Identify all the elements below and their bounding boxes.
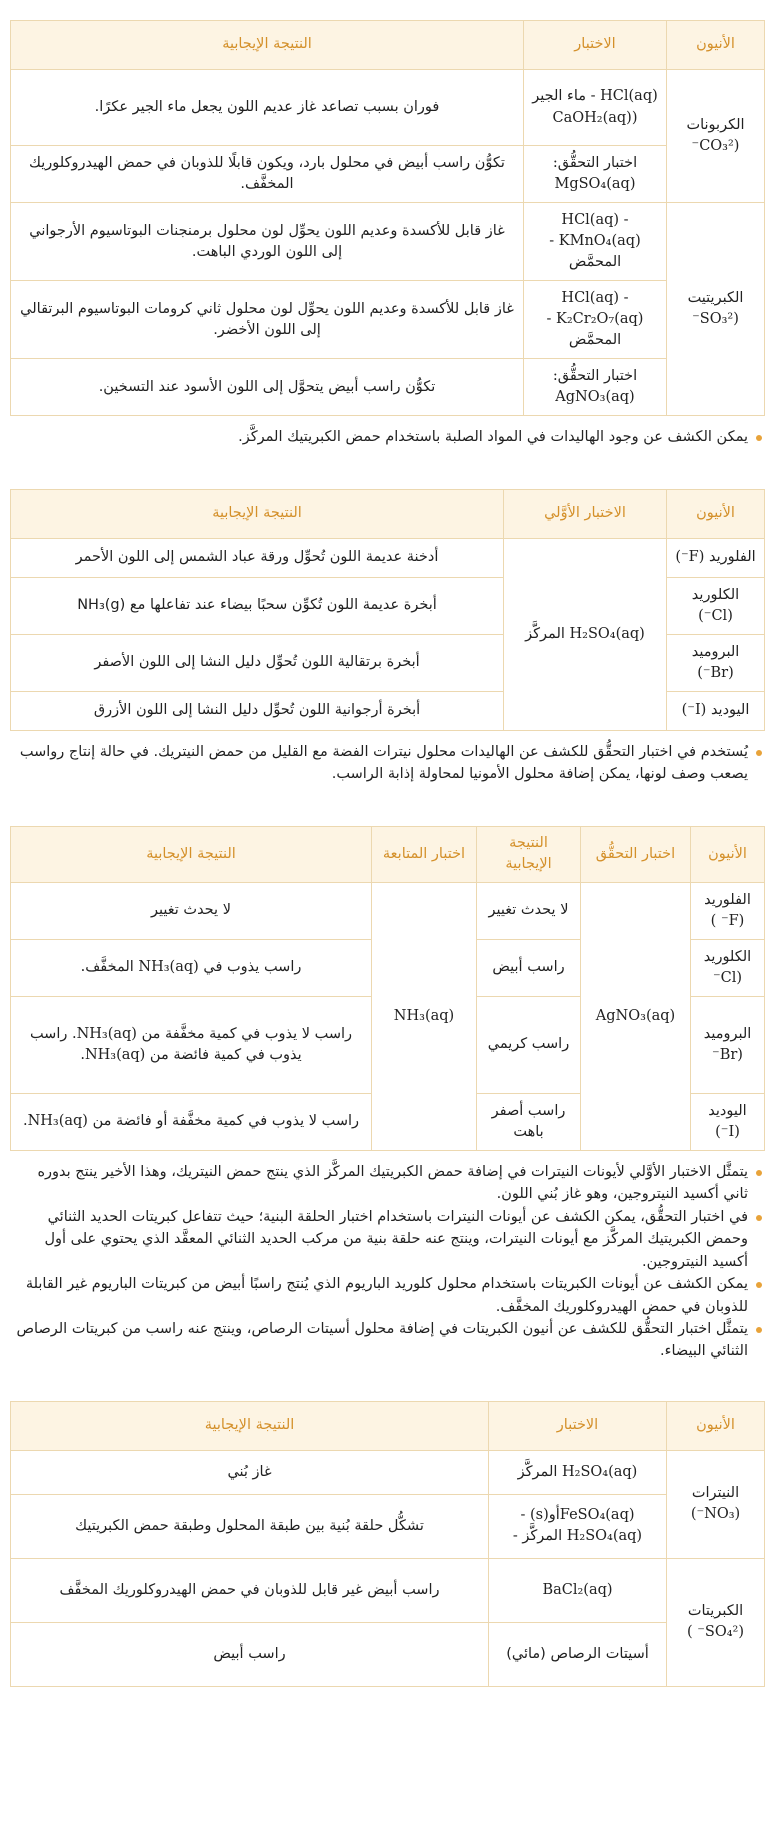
anion-cell: الكلوريد (Cl⁻) xyxy=(667,577,765,634)
test-cell: HCl(aq) - K₂Cr₂O₇(aq) - المحمَّض xyxy=(524,281,667,359)
col-header-positive-result: النتيجة الإيجابية xyxy=(11,21,524,70)
col-header-initial-test: الاختبار الأوَّلي xyxy=(504,489,667,538)
anion-cell: الفلوريد (F⁻) xyxy=(667,538,765,577)
result-cell: تكوُّن راسب أبيض يتحوَّل إلى اللون الأسود عند التسخين. xyxy=(11,359,524,416)
result-cell: راسب أصفر باهت xyxy=(477,1093,581,1150)
note-list xyxy=(0,1161,774,1363)
table-header-row xyxy=(11,489,765,538)
result-cell: غاز قابل للأكسدة وعديم اللون يحوِّل لون محلول ثاني كرومات البوتاسيوم البرتقالي إلى اللون الأخضر. xyxy=(11,281,524,359)
shared-test-cell: H₂SO₄(aq) المركَّز xyxy=(504,538,667,730)
table-row xyxy=(11,538,765,577)
result-cell: أبخرة برتقالية اللون تُحوِّل دليل النشا إلى اللون الأصفر xyxy=(11,634,504,691)
carbonate-sulfite-table xyxy=(10,20,765,416)
col-header-anion: الأنيون xyxy=(691,826,765,882)
result-cell: لا يحدث تغيير xyxy=(477,882,581,939)
col-header-confirm-test: اختبار التحقُّق xyxy=(581,826,691,882)
result-cell: تشكُّل حلقة بُنية بين طبقة المحلول وطبقة حمض الكبريتيك xyxy=(11,1494,489,1558)
shared-followup-cell: NH₃(aq) xyxy=(372,882,477,1150)
test-cell: HCl(aq) - KMnO₄(aq) - المحمَّض xyxy=(524,203,667,281)
result-cell: تكوُّن راسب أبيض في محلول بارد، ويكون قابلًا للذوبان في حمض الهيدروكلوريك المخفَّف. xyxy=(11,146,524,203)
table-row xyxy=(11,70,765,146)
followup-result-cell: راسب لا يذوب في كمية مخفَّفة أو فائضة من NH₃(aq). xyxy=(11,1093,372,1150)
anion-cell: الكلوريد (Cl⁻ xyxy=(691,939,765,996)
col-header-followup-test: اختبار المتابعة xyxy=(372,826,477,882)
note-item: في اختبار التحقُّق، يمكن الكشف عن أيونات النيترات باستخدام اختبار الحلقة البنية؛ حيث تتفاعل كبريتات الحديد الثنائي وحمض الكبريتيك المركَّز مع أيونات النيترات، وينتج عنه حلقة بنية من مركب الحديد الثنائي المعقَّد الذي يحتوي على أول أكسيد النيتروجين. xyxy=(10,1206,764,1273)
result-cell: فوران بسبب تصاعد غاز عديم اللون يجعل ماء الجير عكرًا. xyxy=(11,70,524,146)
table-row xyxy=(11,1558,765,1622)
table-header-row xyxy=(11,826,765,882)
col-header-anion: الأنيون xyxy=(667,489,765,538)
result-cell: أدخنة عديمة اللون تُحوِّل ورقة عباد الشمس إلى اللون الأحمر xyxy=(11,538,504,577)
table-header-row xyxy=(11,1401,765,1450)
col-header-test: الاختبار xyxy=(489,1401,667,1450)
anion-cell: اليوديد (I⁻) xyxy=(667,691,765,730)
col-header-test: الاختبار xyxy=(524,21,667,70)
result-cell: راسب أبيض غير قابل للذوبان في حمض الهيدروكلوريك المخفَّف xyxy=(11,1558,489,1622)
result-cell: راسب كريمي xyxy=(477,996,581,1093)
shared-test-cell: AgNO₃(aq) xyxy=(581,882,691,1150)
anion-cell: الكبريتيت (SO₃²⁻ xyxy=(667,203,765,416)
col-header-followup-result: النتيجة الإيجابية xyxy=(11,826,372,882)
result-cell: غاز قابل للأكسدة وعديم اللون يحوِّل لون محلول برمنجنات البوتاسيوم الأرجواني إلى اللون الوردي الباهت. xyxy=(11,203,524,281)
col-header-positive-result: النتيجة الإيجابية xyxy=(11,489,504,538)
note-halides-solid: يمكن الكشف عن وجود الهاليدات في المواد الصلبة باستخدام حمض الكبريتيك المركَّز. xyxy=(10,426,764,448)
table-row xyxy=(11,1494,765,1558)
note-list xyxy=(0,741,774,786)
anion-cell: النيترات (NO₃⁻) xyxy=(667,1450,765,1558)
result-cell: راسب أبيض xyxy=(477,939,581,996)
test-cell: أسيتات الرصاص (مائي) xyxy=(489,1622,667,1686)
nitrate-sulfate-table xyxy=(10,1401,765,1687)
test-cell: اختبار التحقُّق: AgNO₃(aq) xyxy=(524,359,667,416)
table-row xyxy=(11,203,765,281)
table-row xyxy=(11,882,765,939)
note-list xyxy=(0,426,774,448)
halides-initial-test-table xyxy=(10,489,765,731)
halides-confirm-test-table xyxy=(10,826,765,1151)
anion-cell: البروميد (Br⁻) xyxy=(667,634,765,691)
followup-result-cell: لا يحدث تغيير xyxy=(11,882,372,939)
table-row xyxy=(11,1450,765,1494)
result-cell: أبخرة أرجوانية اللون تُحوِّل دليل النشا إلى اللون الأزرق xyxy=(11,691,504,730)
note-item: يمكن الكشف عن أيونات الكبريتات باستخدام محلول كلوريد الباريوم الذي يُنتج راسبًا أبيض من كبريتات الباريوم غير القابلة للذوبان في حمض الهيدروكلوريك المخفَّف. xyxy=(10,1273,764,1318)
anion-cell: الكربونات (CO₃²⁻ xyxy=(667,70,765,203)
note-halides-confirm: يُستخدم في اختبار التحقُّق للكشف عن الهاليدات محلول نيترات الفضة مع القليل من حمض النيتريك. في حالة إنتاج رواسب يصعب وصف لونها، يمكن إضافة محلول الأمونيا لمحاولة إذابة الراسب. xyxy=(10,741,764,786)
table-header-row xyxy=(11,21,765,70)
test-cell: اختبار التحقُّق: MgSO₄(aq) xyxy=(524,146,667,203)
result-cell: أبخرة عديمة اللون تُكوِّن سحبًا بيضاء عند تفاعلها مع NH₃(g) xyxy=(11,577,504,634)
table-row xyxy=(11,281,765,359)
note-item: يتمثَّل الاختبار الأوَّلي لأيونات النيترات في إضافة حمض الكبريتيك المركَّز الذي ينتج حمض النيتريك، وهذا الأخير ينتج بدوره ثاني أكسيد النيتروجين، وهو غاز بُني اللون. xyxy=(10,1161,764,1206)
table-row xyxy=(11,359,765,416)
note-item: يتمثَّل اختبار التحقُّق للكشف عن أنيون الكبريتات في إضافة محلول أسيتات الرصاص، وينتج عنه راسب من كبريتات الرصاص الثنائي البيضاء. xyxy=(10,1318,764,1363)
anion-cell: الكبريتات (SO₄²⁻ ) xyxy=(667,1558,765,1686)
followup-result-cell: راسب لا يذوب في كمية مخفَّفة من NH₃(aq). راسب يذوب في كمية فائضة من NH₃(aq). xyxy=(11,996,372,1093)
col-header-positive-result: النتيجة الإيجابية xyxy=(11,1401,489,1450)
test-cell: FeSO₄(aq)أو(s) - H₂SO₄(aq) المركَّز - xyxy=(489,1494,667,1558)
test-cell: BaCl₂(aq) xyxy=(489,1558,667,1622)
col-header-anion: الأنيون xyxy=(667,21,765,70)
table-row xyxy=(11,1622,765,1686)
test-cell: H₂SO₄(aq) المركَّز xyxy=(489,1450,667,1494)
anion-cell: اليوديد (I⁻) xyxy=(691,1093,765,1150)
result-cell: راسب أبيض xyxy=(11,1622,489,1686)
test-cell: HCl(aq) - ماء الجير (CaOH₂(aq) xyxy=(524,70,667,146)
table-row xyxy=(11,146,765,203)
anion-cell: البروميد (Br⁻ xyxy=(691,996,765,1093)
col-header-positive-result: النتيجة الإيجابية xyxy=(477,826,581,882)
anion-cell: الفلوريد (F⁻ ) xyxy=(691,882,765,939)
followup-result-cell: راسب يذوب في NH₃(aq) المخفَّف. xyxy=(11,939,372,996)
col-header-anion: الأنيون xyxy=(667,1401,765,1450)
result-cell: غاز بُني xyxy=(11,1450,489,1494)
